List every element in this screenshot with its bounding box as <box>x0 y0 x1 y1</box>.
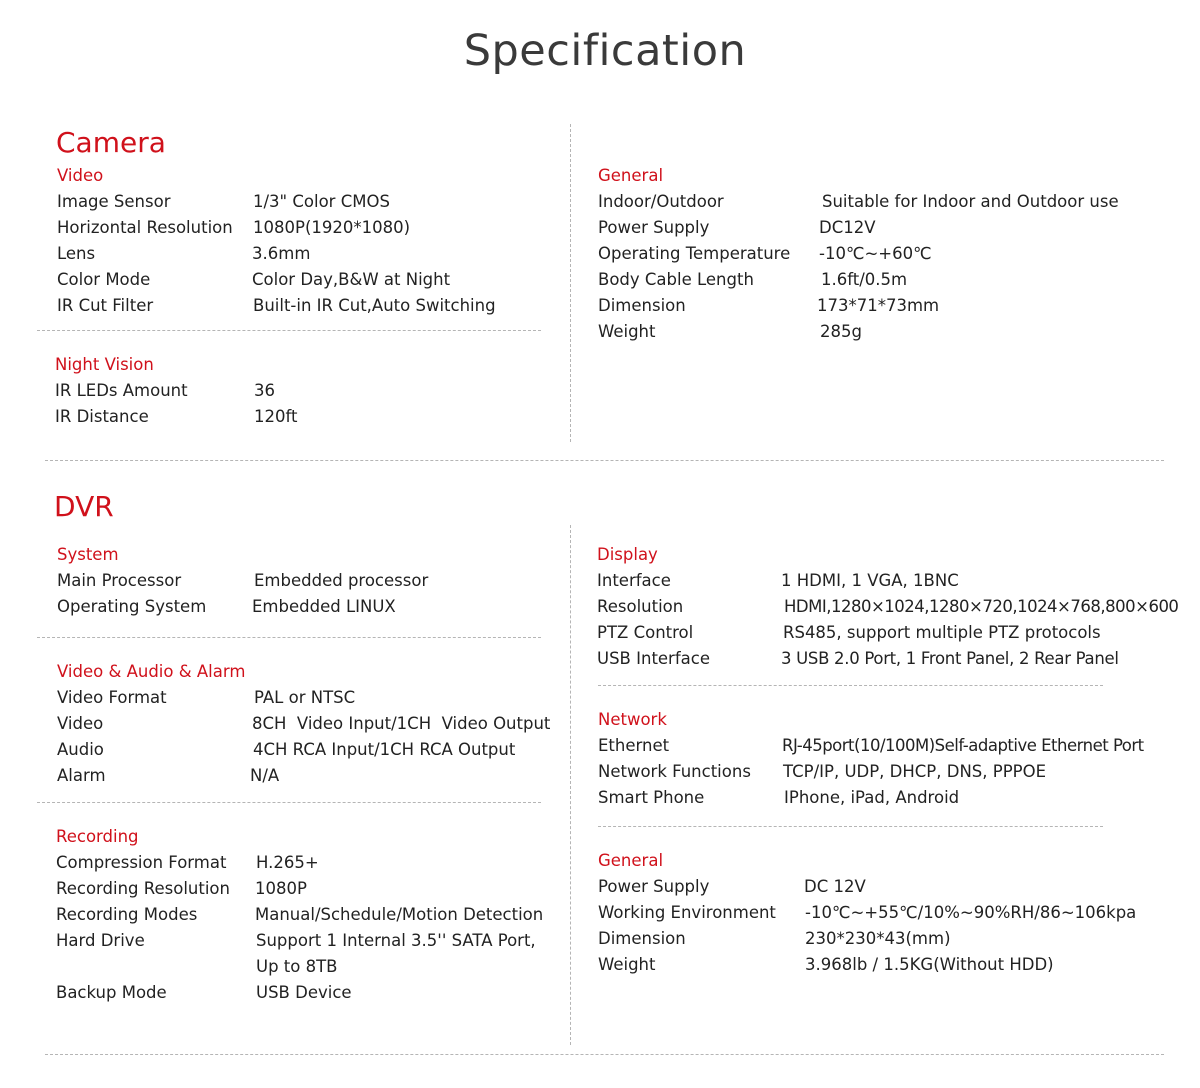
spec-value: 8CH Video Input/1CH Video Output <box>252 714 551 733</box>
spec-row <box>57 568 557 594</box>
spec-label: Color Mode <box>57 270 151 289</box>
section-heading: General <box>598 166 664 185</box>
spec-value: 120ft <box>254 407 298 426</box>
camera-general-section <box>598 163 1188 345</box>
spec-value: 1 HDMI, 1 VGA, 1BNC <box>781 571 959 590</box>
camera-night-vision-section <box>55 352 555 430</box>
spec-value: Color Day,B&W at Night <box>252 270 451 289</box>
section-heading: Display <box>597 545 658 564</box>
divider <box>598 826 1103 827</box>
spec-value: 36 <box>254 381 275 400</box>
spec-row <box>598 785 1193 811</box>
spec-row <box>57 737 557 763</box>
spec-label: Image Sensor <box>57 192 171 211</box>
spec-row <box>598 900 1193 926</box>
dvr-network-section <box>598 707 1193 811</box>
spec-value: 285g <box>820 322 862 341</box>
spec-label: Lens <box>57 244 96 263</box>
dvr-general-section <box>598 848 1193 978</box>
spec-label: Interface <box>597 571 671 590</box>
spec-label: Operating System <box>57 597 207 616</box>
section-heading: Night Vision <box>55 355 154 374</box>
spec-row <box>55 404 555 430</box>
spec-row <box>57 189 557 215</box>
spec-row <box>57 711 557 737</box>
spec-label: Body Cable Length <box>598 270 754 289</box>
spec-row <box>598 733 1193 759</box>
spec-label: IR Distance <box>55 407 149 426</box>
spec-row <box>597 620 1192 646</box>
spec-label: Power Supply <box>598 218 710 237</box>
spec-value: RS485, support multiple PTZ protocols <box>783 623 1101 642</box>
spec-value: -10℃~+60℃ <box>819 244 932 263</box>
spec-value: Manual/Schedule/Motion Detection <box>255 905 544 924</box>
spec-value: DC 12V <box>804 877 866 896</box>
spec-label: Alarm <box>57 766 106 785</box>
spec-value: Embedded processor <box>254 571 429 590</box>
spec-value: 3.968lb / 1.5KG(Without HDD) <box>805 955 1054 974</box>
spec-value: TCP/IP, UDP, DHCP, DNS, PPPOE <box>783 762 1047 781</box>
spec-value: H.265+ <box>256 853 319 872</box>
camera-column-divider <box>570 124 571 442</box>
spec-value: 1.6ft/0.5m <box>821 270 908 289</box>
page-title: Specification <box>463 26 747 76</box>
spec-label: IR LEDs Amount <box>55 381 188 400</box>
spec-row <box>56 876 556 902</box>
spec-label: Weight <box>598 955 656 974</box>
spec-label: Backup Mode <box>56 983 167 1002</box>
spec-value: N/A <box>250 766 280 785</box>
spec-label: Video Format <box>57 688 167 707</box>
spec-value: Suitable for Indoor and Outdoor use <box>822 192 1119 211</box>
camera-title: Camera <box>56 126 166 159</box>
spec-row <box>597 646 1192 672</box>
dvr-system-section <box>57 542 557 620</box>
spec-row <box>597 568 1192 594</box>
spec-row <box>57 685 557 711</box>
spec-label: Hard Drive <box>56 931 145 950</box>
spec-row <box>597 594 1192 620</box>
spec-row <box>598 874 1193 900</box>
spec-row <box>57 241 557 267</box>
spec-row <box>55 378 555 404</box>
spec-label: USB Interface <box>597 649 710 668</box>
spec-value: 1/3" Color CMOS <box>253 192 390 211</box>
spec-row <box>57 293 557 319</box>
spec-label: Smart Phone <box>598 788 705 807</box>
spec-value: 1080P(1920*1080) <box>253 218 411 237</box>
spec-value: 4CH RCA Input/1CH RCA Output <box>253 740 516 759</box>
spec-row <box>56 928 556 980</box>
spec-value: IPhone, iPad, Android <box>784 788 960 807</box>
section-heading: General <box>598 851 664 870</box>
spec-label: Compression Format <box>56 853 227 872</box>
spec-row <box>598 759 1193 785</box>
spec-label: Resolution <box>597 597 684 616</box>
spec-row <box>598 215 1188 241</box>
spec-label: Operating Temperature <box>598 244 791 263</box>
spec-value: 230*230*43(mm) <box>805 929 951 948</box>
spec-label: Indoor/Outdoor <box>598 192 724 211</box>
dvr-title: DVR <box>54 490 114 523</box>
dvr-video-audio-alarm-section <box>57 659 557 789</box>
spec-value: Embedded LINUX <box>252 597 396 616</box>
spec-label: Weight <box>598 322 656 341</box>
spec-label: Recording Resolution <box>56 879 230 898</box>
dvr-recording-section <box>56 824 556 1006</box>
spec-label: Video <box>57 714 104 733</box>
camera-video-section <box>57 163 557 319</box>
spec-label: Dimension <box>598 929 686 948</box>
divider <box>37 330 541 331</box>
spec-value: Support 1 Internal 3.5'' SATA Port, Up to 8TB <box>256 931 536 976</box>
dvr-column-divider <box>570 525 571 1045</box>
spec-row <box>598 267 1188 293</box>
spec-label: Ethernet <box>598 736 670 755</box>
spec-value: -10℃~+55℃/10%~90%RH/86~106kpa <box>805 903 1137 922</box>
spec-label: Horizontal Resolution <box>57 218 233 237</box>
section-heading: Recording <box>56 827 139 846</box>
spec-row <box>598 241 1188 267</box>
spec-value: 173*71*73mm <box>817 296 940 315</box>
section-heading: System <box>57 545 119 564</box>
spec-row <box>598 319 1188 345</box>
bottom-divider <box>45 1054 1164 1055</box>
spec-label: Power Supply <box>598 877 710 896</box>
spec-value: RJ-45port(10/100M)Self-adaptive Ethernet Port <box>782 736 1144 755</box>
spec-row <box>56 980 556 1006</box>
section-divider <box>45 460 1164 461</box>
spec-row <box>598 926 1193 952</box>
section-heading: Video <box>57 166 104 185</box>
spec-row <box>57 763 557 789</box>
spec-label: Dimension <box>598 296 686 315</box>
spec-label: Audio <box>57 740 104 759</box>
spec-value: HDMI,1280×1024,1280×720,1024×768,800×600 <box>784 597 1179 616</box>
spec-row <box>57 594 557 620</box>
spec-row <box>598 293 1188 319</box>
spec-label: Network Functions <box>598 762 751 781</box>
divider <box>37 802 541 803</box>
spec-value: 1080P <box>255 879 307 898</box>
spec-row <box>57 267 557 293</box>
spec-row <box>56 902 556 928</box>
dvr-display-section <box>597 542 1192 672</box>
spec-value: Built-in IR Cut,Auto Switching <box>253 296 496 315</box>
spec-value: DC12V <box>819 218 876 237</box>
spec-label: IR Cut Filter <box>57 296 154 315</box>
spec-value: 3.6mm <box>252 244 311 263</box>
spec-label: PTZ Control <box>597 623 694 642</box>
spec-row <box>598 189 1188 215</box>
spec-row <box>598 952 1193 978</box>
section-heading: Network <box>598 710 667 729</box>
spec-value: USB Device <box>256 983 352 1002</box>
spec-label: Recording Modes <box>56 905 198 924</box>
spec-value: 3 USB 2.0 Port, 1 Front Panel, 2 Rear Panel <box>781 649 1119 668</box>
spec-value: PAL or NTSC <box>254 688 356 707</box>
divider <box>598 685 1103 686</box>
spec-label: Main Processor <box>57 571 182 590</box>
spec-label: Working Environment <box>598 903 776 922</box>
spec-row <box>57 215 557 241</box>
section-heading: Video & Audio & Alarm <box>57 662 246 681</box>
divider <box>37 637 541 638</box>
spec-row <box>56 850 556 876</box>
